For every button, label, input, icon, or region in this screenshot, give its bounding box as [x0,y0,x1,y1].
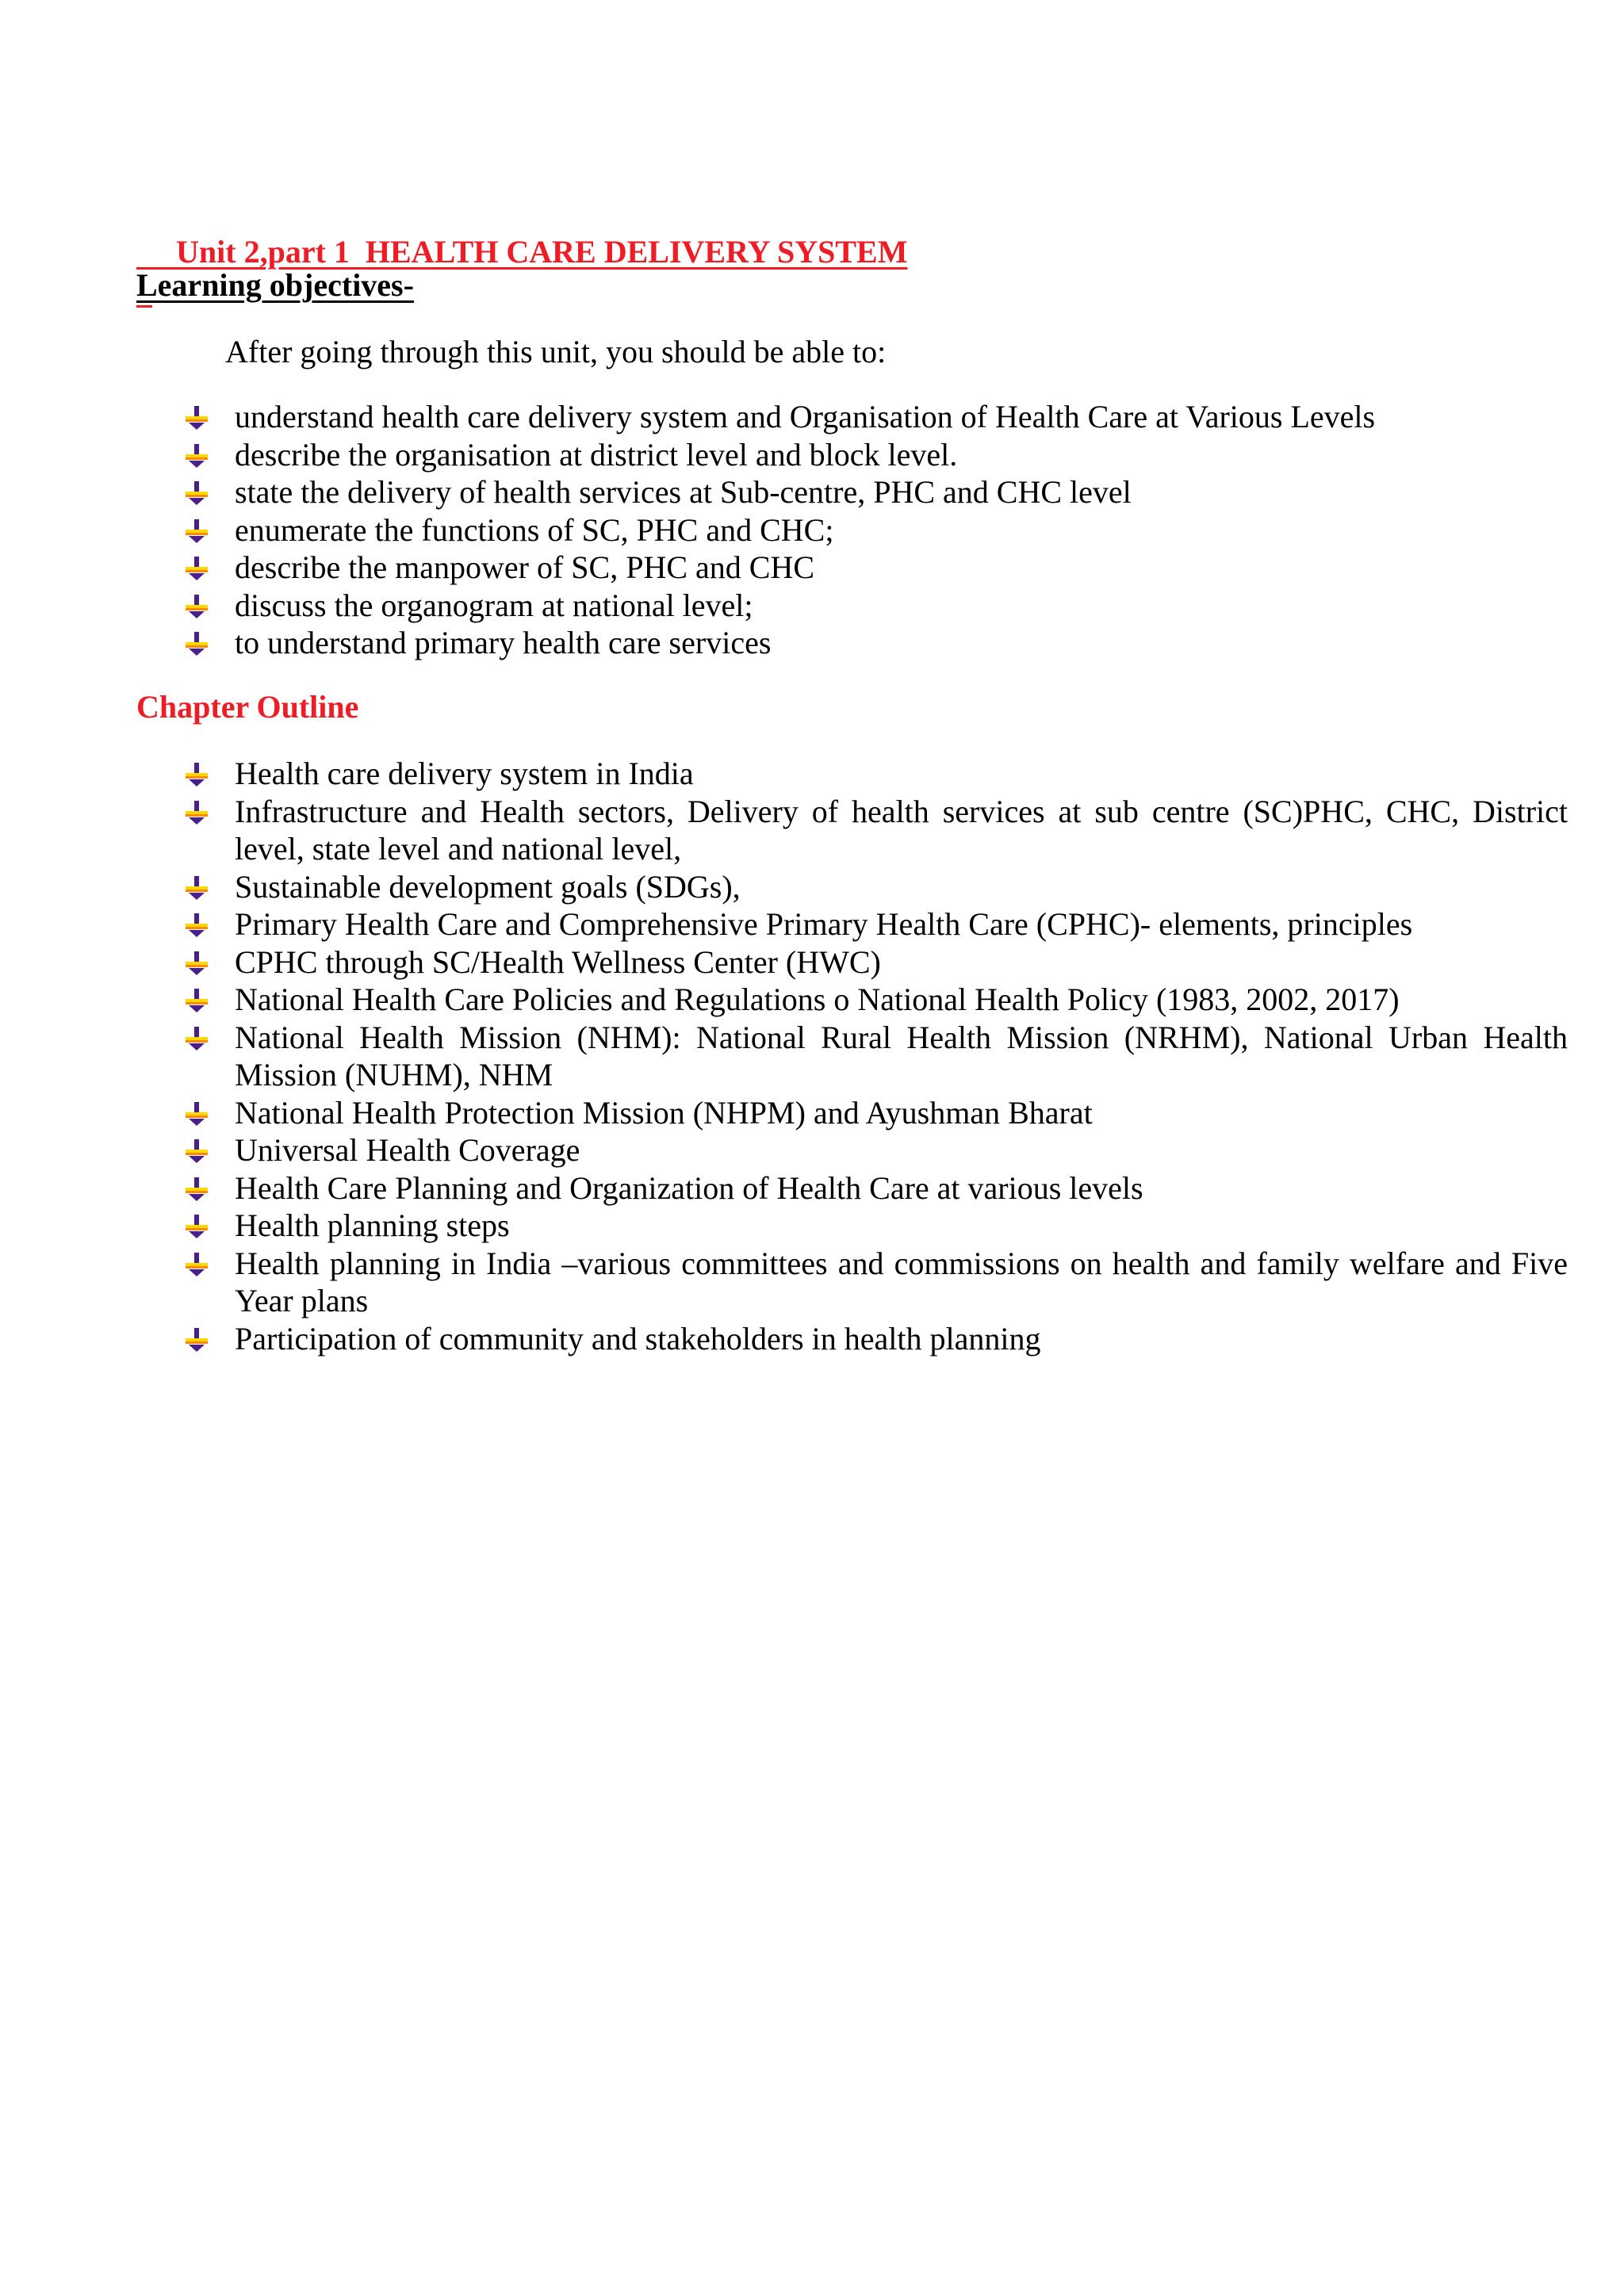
outline-item-text: Universal Health Coverage [235,1132,580,1168]
arrow-down-bullet-icon [184,988,209,1013]
outline-item [184,943,1568,982]
chapter-outline-heading: Chapter Outline [136,689,359,725]
objective-item-text: discuss the organogram at national level; [235,587,753,623]
outline-item [184,1131,1568,1169]
arrow-down-bullet-icon [184,1101,209,1127]
objective-item [184,549,1568,587]
outline-item [184,1320,1568,1358]
arrow-down-bullet-icon [184,443,209,469]
objective-item-text: to understand primary health care services [235,625,772,660]
arrow-down-bullet-icon [184,951,209,976]
outline-item [184,1169,1568,1207]
outline-item-text: National Health Care Policies and Regulations o National Health Policy (1983, 2002, 2017) [235,982,1400,1017]
outline-item-text: Infrastructure and Health sectors, Delivery of health services at sub centre (SC)PHC, CHC, District level, state level and national level, [235,793,1568,867]
objective-item-text: enumerate the functions of SC, PHC and CHC; [235,511,834,548]
outline-item-text: National Health Protection Mission (NHPM) and Ayushman Bharat [235,1094,1093,1131]
outline-item-text: Health planning steps [235,1207,510,1243]
unit-title-prefix: Unit 2,part 1 [168,234,366,270]
arrow-down-bullet-icon [184,1327,209,1353]
objective-item [184,436,1568,474]
objective-item [184,398,1568,436]
arrow-down-bullet-icon [184,875,209,901]
objective-item-text: understand health care delivery system and Organisation of Health Care at Various Levels [235,399,1376,434]
arrow-down-bullet-icon [184,556,209,581]
unit-title-main: HEALTH CARE DELIVERY SYSTEM [365,234,908,270]
outline-item-text: Participation of community and stakeholders in health planning [235,1320,1041,1357]
outline-item-text: Health care delivery system in India [235,756,694,791]
outline-item [184,868,1568,906]
outline-item [184,1245,1568,1320]
outline-item [184,905,1568,943]
arrow-down-bullet-icon [184,800,209,825]
arrow-down-bullet-icon [184,1177,209,1202]
objective-item [184,587,1568,625]
learning-objectives-list [184,398,1568,662]
outline-item [184,755,1568,793]
outline-item [184,981,1568,1019]
outline-item-text: Health planning in India –various committees and commissions on health and family welfare and Five Year plans [235,1245,1568,1318]
arrow-down-bullet-icon [184,405,209,430]
arrow-down-bullet-icon [184,913,209,938]
outline-item-text: Sustainable development goals (SDGs), [235,868,741,905]
arrow-down-bullet-icon [184,1252,209,1277]
arrow-down-bullet-icon [184,1214,209,1239]
objective-item-text: describe the organisation at district level and block level. [235,436,958,473]
arrow-down-bullet-icon [184,519,209,544]
arrow-down-bullet-icon [184,762,209,787]
outline-item-text: Health Care Planning and Organization of Health Care at various levels [235,1169,1143,1206]
objective-item-text: state the delivery of health services at Sub-centre, PHC and CHC level [235,474,1132,510]
chapter-outline-list [184,755,1568,1357]
objective-item [184,511,1568,549]
arrow-down-bullet-icon [184,480,209,506]
objective-item [184,473,1568,511]
objective-item [184,624,1568,662]
arrow-down-bullet-icon [184,594,209,619]
outline-item [184,1207,1568,1245]
outline-item [184,793,1568,868]
outline-item [184,1094,1568,1132]
arrow-down-bullet-icon [184,631,209,656]
arrow-down-bullet-icon [184,1026,209,1051]
outline-item-text: CPHC through SC/Health Wellness Center (HWC) [235,943,881,980]
outline-item-text: Primary Health Care and Comprehensive Primary Health Care (CPHC)- elements, principles [235,906,1413,942]
objective-item-text: describe the manpower of SC, PHC and CHC [235,549,815,585]
arrow-down-bullet-icon [184,1138,209,1164]
outline-item-text: National Health Mission (NHM): National Rural Health Mission (NRHM), National Urban Health Mission (NUHM), NHM [235,1019,1568,1093]
outline-item [184,1019,1568,1094]
learning-objectives-intro: After going through this unit, you should be able to: [225,334,887,369]
learning-objectives-heading: Learning objectives- [136,267,414,303]
